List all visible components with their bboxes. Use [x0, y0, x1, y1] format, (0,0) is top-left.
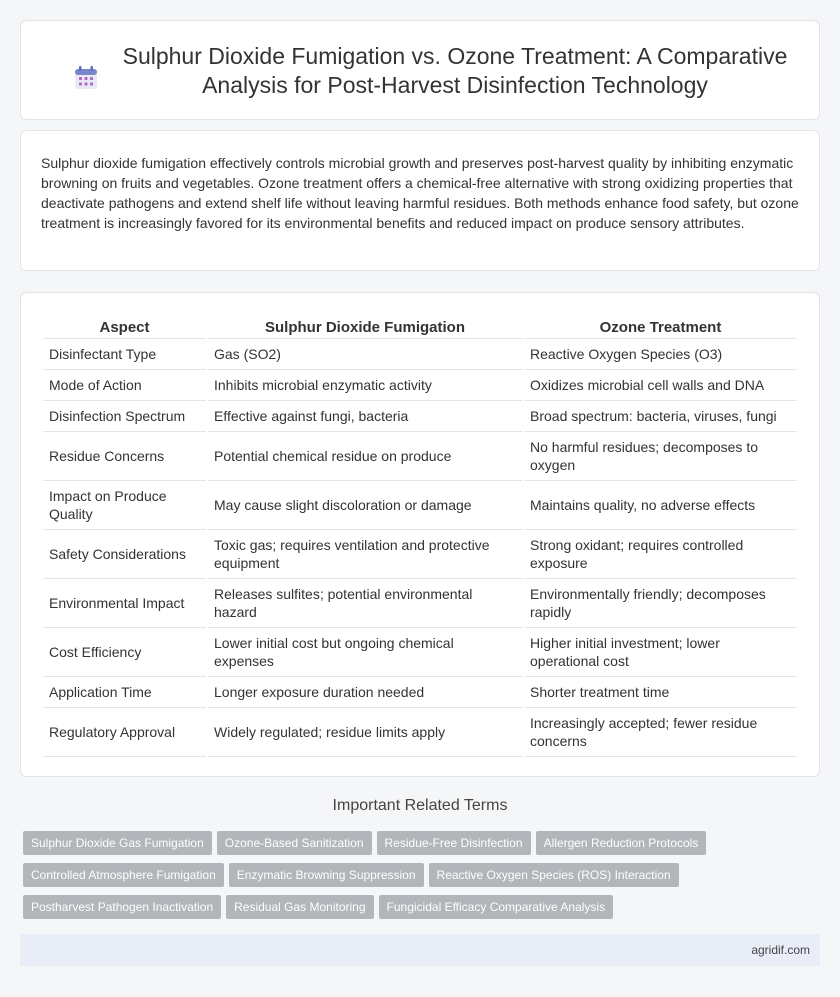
sulphur-cell: Releases sulfites; potential environmental hazard [208, 579, 522, 628]
table-row [43, 579, 797, 628]
tag-row [23, 895, 723, 927]
header-sulphur-dioxide: Sulphur Dioxide Fumigation [208, 313, 522, 339]
ozone-cell: Oxidizes microbial cell walls and DNA [524, 370, 797, 401]
ozone-cell: Shorter treatment time [524, 677, 797, 708]
related-term-tag[interactable]: Reactive Oxygen Species (ROS) Interaction [429, 863, 679, 887]
sulphur-cell: Potential chemical residue on produce [208, 432, 522, 481]
related-term-tag[interactable]: Fungicidal Efficacy Comparative Analysis [379, 895, 614, 919]
aspect-cell: Residue Concerns [43, 432, 206, 481]
related-term-tag[interactable]: Residue-Free Disinfection [377, 831, 531, 855]
table-header-row [43, 313, 797, 339]
related-term-tag[interactable]: Controlled Atmosphere Fumigation [23, 863, 224, 887]
aspect-cell: Cost Efficiency [43, 628, 206, 677]
comparison-table [41, 313, 799, 757]
aspect-cell: Impact on Produce Quality [43, 481, 206, 530]
title-card [20, 20, 820, 120]
aspect-cell: Regulatory Approval [43, 708, 206, 757]
table-row [43, 628, 797, 677]
ozone-cell: Maintains quality, no adverse effects [524, 481, 797, 530]
table-row [43, 481, 797, 530]
comparison-table-card [20, 292, 820, 777]
footer [20, 934, 820, 966]
table-row [43, 370, 797, 401]
table-row [43, 339, 797, 370]
calendar-icon [73, 65, 99, 91]
sulphur-cell: Inhibits microbial enzymatic activity [208, 370, 522, 401]
table-row [43, 708, 797, 757]
sulphur-cell: Gas (SO2) [208, 339, 522, 370]
table-row [43, 530, 797, 579]
aspect-cell: Environmental Impact [43, 579, 206, 628]
aspect-cell: Safety Considerations [43, 530, 206, 579]
tag-row [23, 831, 723, 863]
ozone-cell: Reactive Oxygen Species (O3) [524, 339, 797, 370]
ozone-cell: Higher initial investment; lower operational cost [524, 628, 797, 677]
aspect-cell: Disinfection Spectrum [43, 401, 206, 432]
related-term-tag[interactable]: Enzymatic Browning Suppression [229, 863, 424, 887]
sulphur-cell: Lower initial cost but ongoing chemical expenses [208, 628, 522, 677]
sulphur-cell: May cause slight discoloration or damage [208, 481, 522, 530]
related-term-tag[interactable]: Ozone-Based Sanitization [217, 831, 372, 855]
related-terms-tags [23, 831, 723, 927]
summary-card [20, 130, 820, 271]
related-terms-title: Important Related Terms [332, 797, 508, 814]
aspect-cell: Disinfectant Type [43, 339, 206, 370]
sulphur-cell: Longer exposure duration needed [208, 677, 522, 708]
ozone-cell: Broad spectrum: bacteria, viruses, fungi [524, 401, 797, 432]
related-term-tag[interactable]: Allergen Reduction Protocols [536, 831, 707, 855]
summary-text: Sulphur dioxide fumigation effectively controls microbial growth and preserves post-harvest quality by inhibiting enzymatic browning on fruits and vegetables. Ozone treatment offers a chemical-free alternative with strong oxidizing properties that deactivate pathogens and extend shelf life without leaving harmful residues. Both methods enhance food safety, but ozone treatment is increasingly favored for its environmental benefits and reduced impact on produce sensory attributes. [41, 155, 799, 231]
ozone-cell: Increasingly accepted; fewer residue concerns [524, 708, 797, 757]
related-term-tag[interactable]: Residual Gas Monitoring [226, 895, 373, 919]
tag-row [23, 863, 723, 895]
related-term-tag[interactable]: Sulphur Dioxide Gas Fumigation [23, 831, 212, 855]
aspect-cell: Mode of Action [43, 370, 206, 401]
table-row [43, 401, 797, 432]
ozone-cell: Strong oxidant; requires controlled exposure [524, 530, 797, 579]
table-row [43, 432, 797, 481]
related-term-tag[interactable]: Postharvest Pathogen Inactivation [23, 895, 221, 919]
sulphur-cell: Toxic gas; requires ventilation and protective equipment [208, 530, 522, 579]
sulphur-cell: Widely regulated; residue limits apply [208, 708, 522, 757]
header-ozone: Ozone Treatment [524, 313, 797, 339]
footer-site-link[interactable]: agridif.com [751, 943, 810, 957]
ozone-cell: Environmentally friendly; decomposes rapidly [524, 579, 797, 628]
page-title: Sulphur Dioxide Fumigation vs. Ozone Treatment: A Comparative Analysis for Post-Harvest Disinfection Technology [122, 43, 788, 98]
ozone-cell: No harmful residues; decomposes to oxygen [524, 432, 797, 481]
table-row [43, 677, 797, 708]
sulphur-cell: Effective against fungi, bacteria [208, 401, 522, 432]
aspect-cell: Application Time [43, 677, 206, 708]
header-aspect: Aspect [43, 313, 206, 339]
